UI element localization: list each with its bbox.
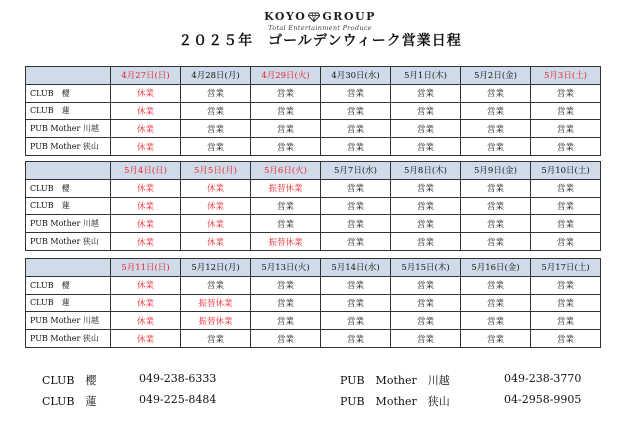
contact-name: CLUB 蓮	[42, 395, 97, 408]
status-cell: 休業	[111, 102, 181, 120]
status-cell: 営業	[181, 276, 251, 294]
status-cell: 営業	[461, 330, 531, 348]
status-cell: 営業	[461, 120, 531, 138]
store-row	[26, 179, 601, 197]
status-cell: 休業	[111, 276, 181, 294]
date-header: 5月11日(日)	[111, 259, 181, 277]
koyo-group-logo	[0, 5, 640, 32]
store-name: PUB Mother 川越	[26, 312, 111, 330]
store-name: CLUB 櫻	[26, 84, 111, 102]
status-cell: 営業	[461, 215, 531, 233]
status-cell: 振替休業	[181, 312, 251, 330]
store-row	[26, 84, 601, 102]
store-row	[26, 215, 601, 233]
status-cell: 営業	[531, 330, 601, 348]
status-cell: 営業	[391, 102, 461, 120]
store-name: PUB Mother 川越	[26, 215, 111, 233]
status-cell: 営業	[531, 102, 601, 120]
date-header: 5月9日(金)	[461, 162, 531, 180]
logo-main-left: KOYO	[264, 10, 307, 23]
status-cell: 営業	[531, 197, 601, 215]
contact-phone: 04-2958-9905	[504, 393, 582, 406]
store-row	[26, 330, 601, 348]
schedule-week-3	[25, 258, 601, 348]
status-cell: 営業	[391, 330, 461, 348]
status-cell: 振替休業	[251, 179, 321, 197]
status-cell: 営業	[391, 138, 461, 156]
status-cell: 営業	[461, 138, 531, 156]
status-cell: 休業	[181, 233, 251, 251]
status-cell: 休業	[111, 138, 181, 156]
date-header: 4月28日(月)	[181, 67, 251, 85]
store-row	[26, 312, 601, 330]
date-header: 5月17日(土)	[531, 259, 601, 277]
contact-club-sakura	[42, 372, 217, 388]
status-cell: 振替休業	[251, 233, 321, 251]
status-cell: 営業	[251, 84, 321, 102]
store-row	[26, 276, 601, 294]
contact-phone: 049-238-6333	[139, 372, 217, 385]
page-title: ２０２５年 ゴールデンウィーク営業日程	[178, 33, 462, 49]
status-cell: 営業	[181, 120, 251, 138]
status-cell: 振替休業	[181, 294, 251, 312]
status-cell: 休業	[111, 197, 181, 215]
status-cell: 営業	[251, 294, 321, 312]
status-cell: 営業	[531, 215, 601, 233]
status-cell: 営業	[461, 233, 531, 251]
status-cell: 営業	[181, 102, 251, 120]
store-name: PUB Mother 狭山	[26, 233, 111, 251]
date-header: 5月6日(火)	[251, 162, 321, 180]
date-header: 5月15日(木)	[391, 259, 461, 277]
status-cell: 営業	[461, 102, 531, 120]
status-cell: 営業	[251, 120, 321, 138]
date-header: 5月5日(月)	[181, 162, 251, 180]
status-cell: 営業	[251, 330, 321, 348]
status-cell: 営業	[461, 197, 531, 215]
status-cell: 営業	[321, 233, 391, 251]
date-header: 5月2日(金)	[461, 67, 531, 85]
logo-subtitle: Total Entertainment Produce	[268, 24, 372, 32]
status-cell: 営業	[181, 84, 251, 102]
store-name: PUB Mother 川越	[26, 120, 111, 138]
status-cell: 営業	[391, 312, 461, 330]
contact-name: PUB Mother 川越	[340, 374, 450, 387]
status-cell: 営業	[251, 197, 321, 215]
store-name: CLUB 櫻	[26, 276, 111, 294]
contact-club-ren	[42, 393, 217, 409]
status-cell: 営業	[391, 294, 461, 312]
store-row	[26, 102, 601, 120]
status-cell: 営業	[321, 294, 391, 312]
status-cell: 営業	[321, 138, 391, 156]
date-header: 5月3日(土)	[531, 67, 601, 85]
date-header-row	[26, 259, 601, 277]
date-header: 5月10日(土)	[531, 162, 601, 180]
status-cell: 営業	[391, 197, 461, 215]
store-row	[26, 197, 601, 215]
status-cell: 休業	[111, 294, 181, 312]
status-cell: 営業	[321, 330, 391, 348]
date-header: 5月1日(木)	[391, 67, 461, 85]
status-cell: 休業	[181, 179, 251, 197]
date-header: 5月7日(水)	[321, 162, 391, 180]
store-name: CLUB 蓮	[26, 102, 111, 120]
schedule-week-1	[25, 66, 601, 156]
status-cell: 営業	[531, 294, 601, 312]
status-cell: 営業	[321, 102, 391, 120]
store-name: CLUB 蓮	[26, 294, 111, 312]
status-cell: 休業	[111, 233, 181, 251]
store-name: PUB Mother 狭山	[26, 138, 111, 156]
status-cell: 休業	[111, 312, 181, 330]
date-header-row	[26, 162, 601, 180]
status-cell: 休業	[111, 120, 181, 138]
header-corner-cell	[26, 259, 111, 277]
status-cell: 営業	[181, 330, 251, 348]
contact-name: PUB Mother 狭山	[340, 395, 450, 408]
date-header: 5月13日(火)	[251, 259, 321, 277]
status-cell: 営業	[461, 276, 531, 294]
diamond-icon	[308, 12, 320, 22]
date-header: 5月16日(金)	[461, 259, 531, 277]
store-name: PUB Mother 狭山	[26, 330, 111, 348]
status-cell: 休業	[111, 215, 181, 233]
date-header: 4月30日(水)	[321, 67, 391, 85]
contact-pub-mother-sayama	[340, 393, 582, 409]
status-cell: 営業	[251, 138, 321, 156]
date-header: 5月4日(日)	[111, 162, 181, 180]
status-cell: 営業	[251, 276, 321, 294]
status-cell: 営業	[321, 197, 391, 215]
status-cell: 営業	[531, 179, 601, 197]
status-cell: 営業	[391, 84, 461, 102]
status-cell: 営業	[531, 84, 601, 102]
status-cell: 営業	[251, 312, 321, 330]
date-header: 5月8日(木)	[391, 162, 461, 180]
store-row	[26, 294, 601, 312]
contact-pub-mother-kawagoe	[340, 372, 582, 388]
status-cell: 営業	[321, 215, 391, 233]
date-header-row	[26, 67, 601, 85]
schedule-week-2	[25, 161, 601, 251]
status-cell: 営業	[531, 312, 601, 330]
contact-name: CLUB 櫻	[42, 374, 97, 387]
status-cell: 休業	[181, 215, 251, 233]
status-cell: 営業	[461, 84, 531, 102]
date-header: 5月12日(月)	[181, 259, 251, 277]
status-cell: 営業	[321, 276, 391, 294]
logo-main-right: GROUP	[322, 10, 376, 23]
status-cell: 営業	[251, 215, 321, 233]
status-cell: 営業	[461, 294, 531, 312]
status-cell: 営業	[531, 276, 601, 294]
status-cell: 休業	[181, 197, 251, 215]
status-cell: 営業	[321, 120, 391, 138]
status-cell: 営業	[461, 312, 531, 330]
store-name: CLUB 蓮	[26, 197, 111, 215]
status-cell: 休業	[111, 84, 181, 102]
status-cell: 営業	[531, 120, 601, 138]
status-cell: 営業	[251, 102, 321, 120]
date-header: 4月27日(日)	[111, 67, 181, 85]
date-header: 5月14日(水)	[321, 259, 391, 277]
status-cell: 営業	[531, 138, 601, 156]
status-cell: 休業	[111, 179, 181, 197]
status-cell: 営業	[531, 233, 601, 251]
date-header: 4月29日(火)	[251, 67, 321, 85]
status-cell: 営業	[391, 215, 461, 233]
contact-phone: 049-238-3770	[504, 372, 582, 385]
status-cell: 営業	[181, 138, 251, 156]
header-corner-cell	[26, 67, 111, 85]
status-cell: 営業	[391, 276, 461, 294]
status-cell: 休業	[111, 330, 181, 348]
header-corner-cell	[26, 162, 111, 180]
store-row	[26, 233, 601, 251]
store-row	[26, 120, 601, 138]
status-cell: 営業	[321, 312, 391, 330]
status-cell: 営業	[391, 120, 461, 138]
contact-phone: 049-225-8484	[139, 393, 217, 406]
status-cell: 営業	[321, 179, 391, 197]
status-cell: 営業	[391, 179, 461, 197]
status-cell: 営業	[461, 179, 531, 197]
store-name: CLUB 櫻	[26, 179, 111, 197]
store-row	[26, 138, 601, 156]
status-cell: 営業	[321, 84, 391, 102]
status-cell: 営業	[391, 233, 461, 251]
